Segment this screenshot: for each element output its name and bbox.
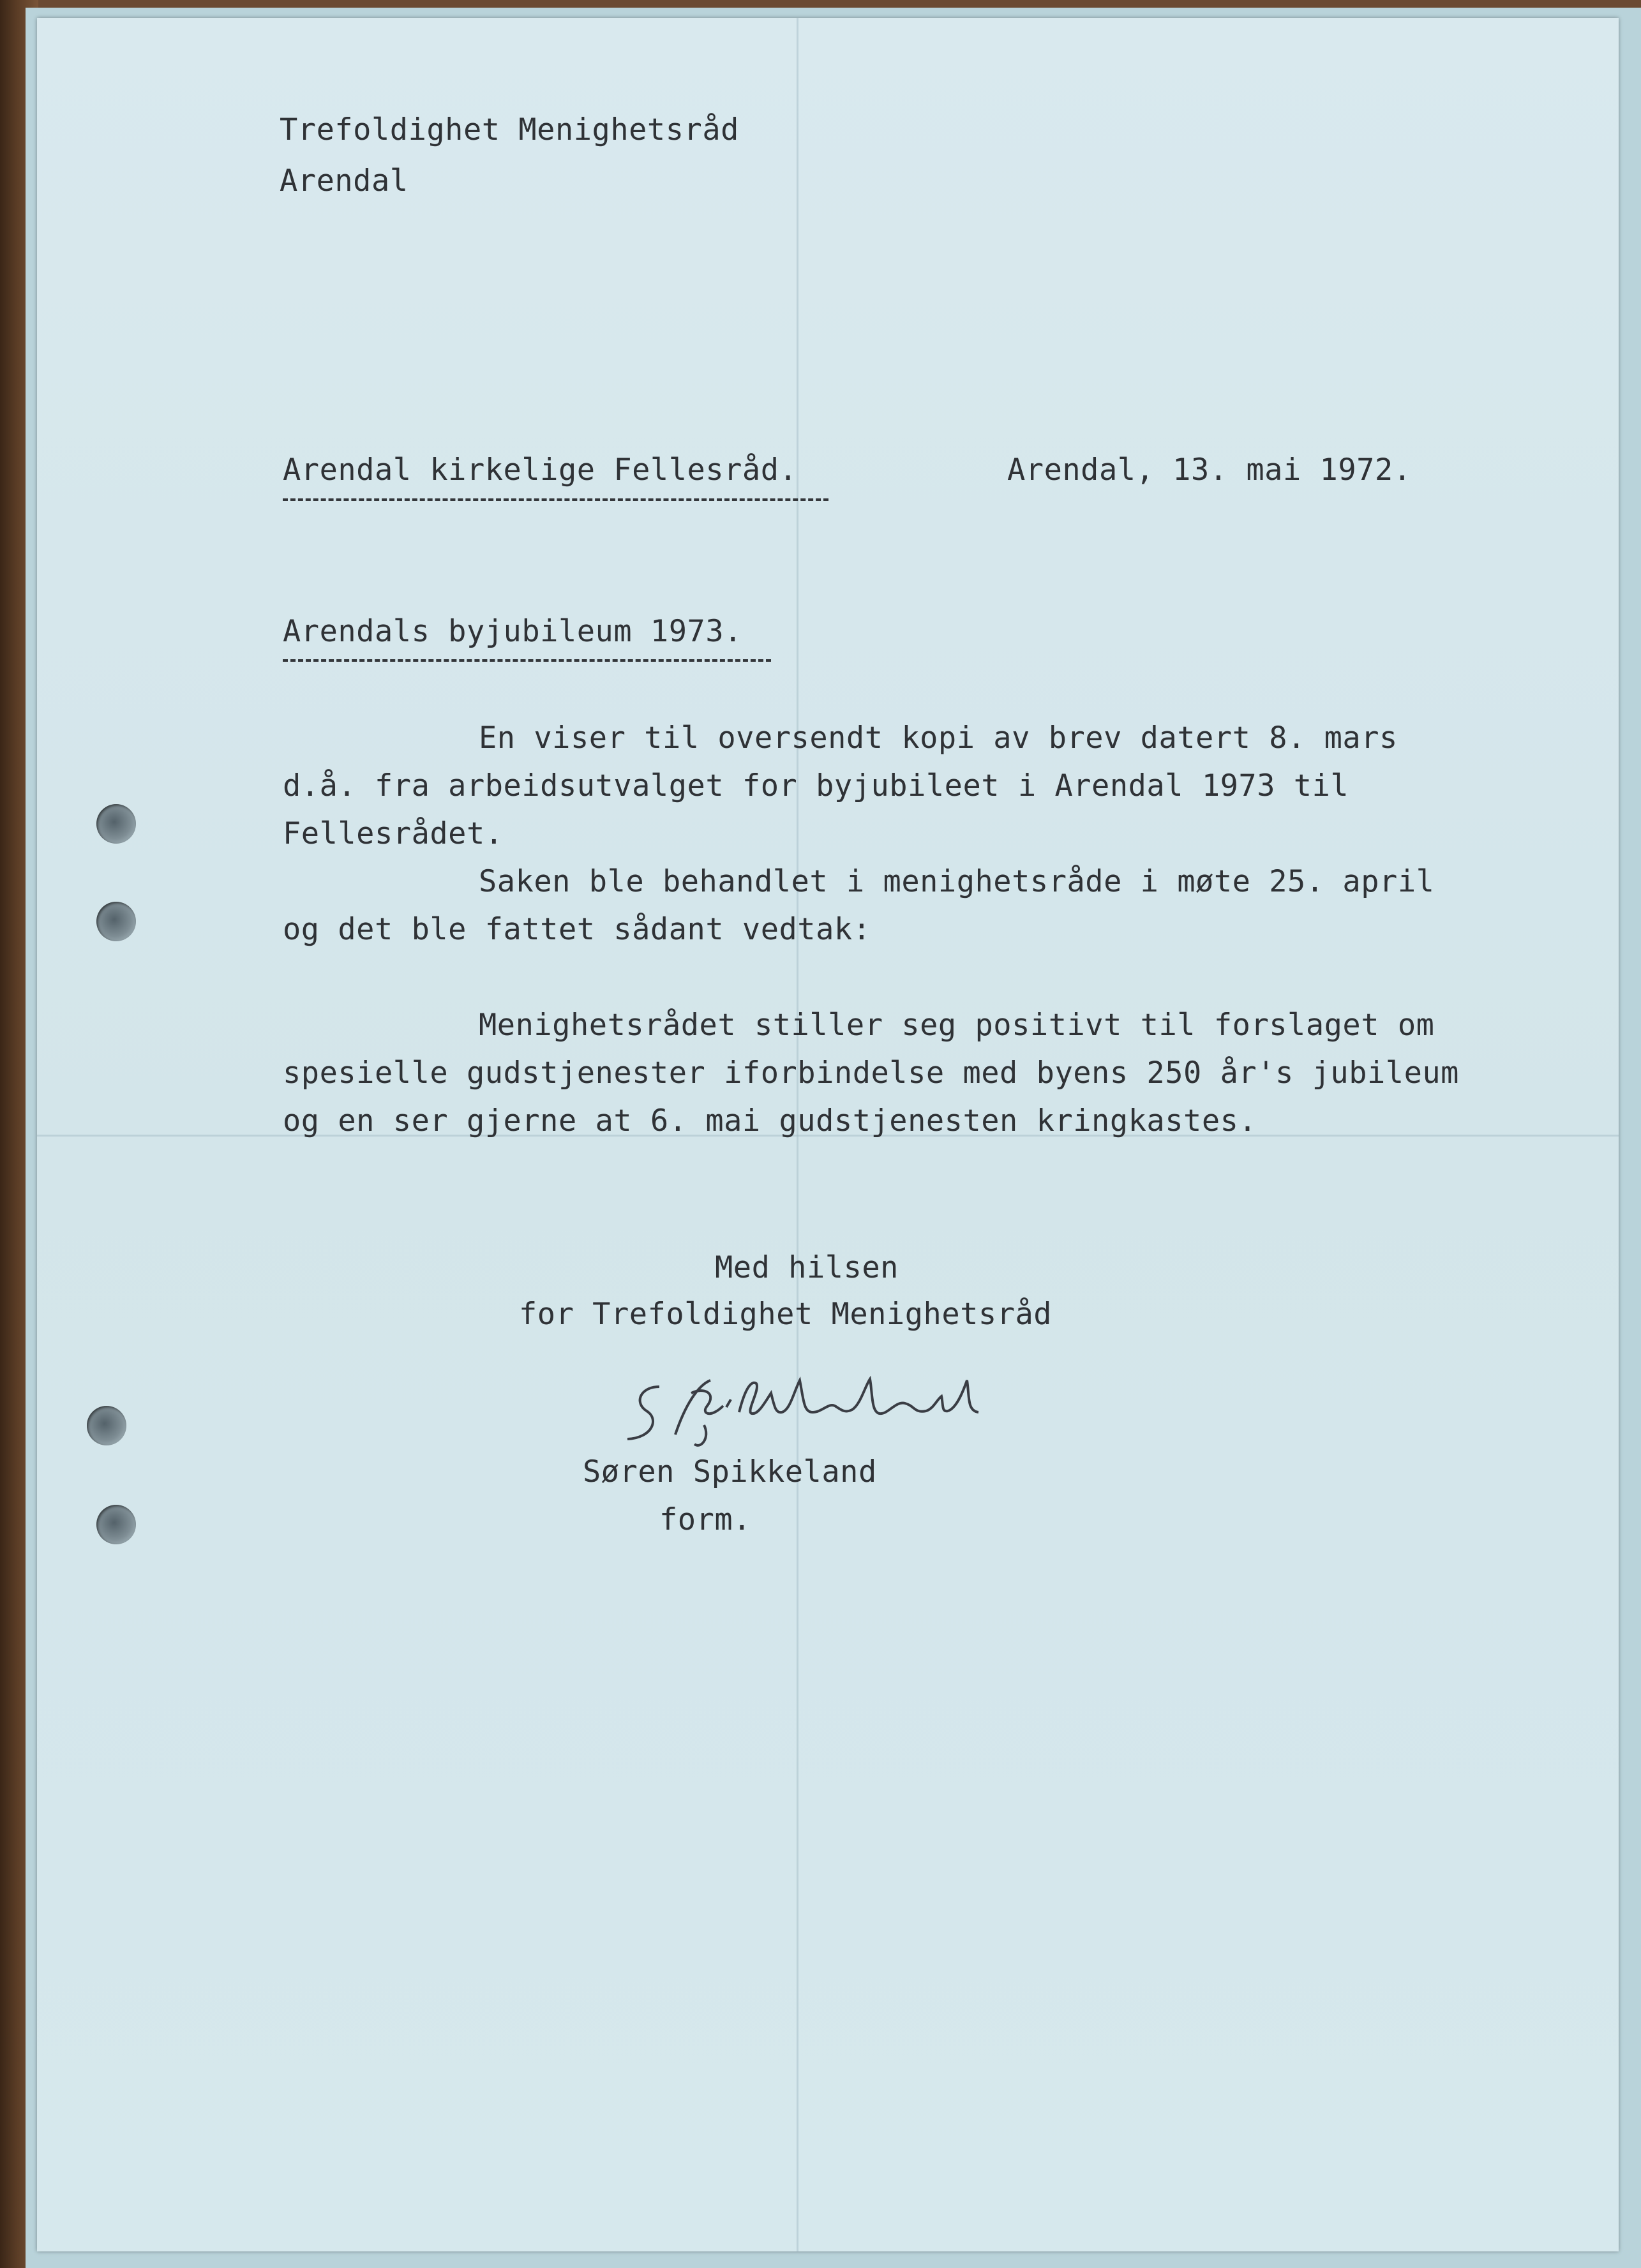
- body-line: og det ble fattet sådant vedtak:: [283, 912, 871, 947]
- body-line: Fellesrådet.: [283, 816, 504, 851]
- resolution-line: og en ser gjerne at 6. mai gudstjenesten kringkastes.: [283, 1103, 1257, 1138]
- signatory-name: Søren Spikkeland: [583, 1454, 877, 1489]
- subject-underline: [283, 659, 771, 662]
- recipient-underline: [283, 498, 828, 501]
- sender-city: Arendal: [280, 163, 408, 198]
- body-line: En viser til oversendt kopi av brev datert 8. mars: [479, 720, 1398, 756]
- closing-greeting: Med hilsen: [715, 1250, 899, 1285]
- closing-on-behalf: for Trefoldighet Menighetsråd: [519, 1297, 1053, 1332]
- recipient-line: Arendal kirkelige Fellesråd.: [283, 452, 798, 488]
- handwritten-signature: [615, 1368, 998, 1451]
- subject-line: Arendals byjubileum 1973.: [283, 614, 742, 649]
- dateline: Arendal, 13. mai 1972.: [1007, 452, 1412, 488]
- punch-hole-4: [96, 1505, 136, 1544]
- punch-hole-2: [96, 902, 136, 941]
- punch-hole-1: [96, 804, 136, 844]
- body-line: Saken ble behandlet i menighetsråde i møte 25. april: [479, 864, 1435, 899]
- body-line: d.å. fra arbeidsutvalget for byjubileet i Arendal 1973 til: [283, 768, 1349, 803]
- resolution-line: spesielle gudstjenester iforbindelse med byens 250 år's jubileum: [283, 1056, 1459, 1091]
- sender-organization: Trefoldighet Menighetsråd: [280, 112, 739, 147]
- signatory-title: form.: [659, 1502, 751, 1537]
- punch-hole-3: [87, 1406, 126, 1445]
- resolution-line: Menighetsrådet stiller seg positivt til forslaget om: [479, 1008, 1435, 1043]
- letter-sheet: [37, 18, 1619, 2251]
